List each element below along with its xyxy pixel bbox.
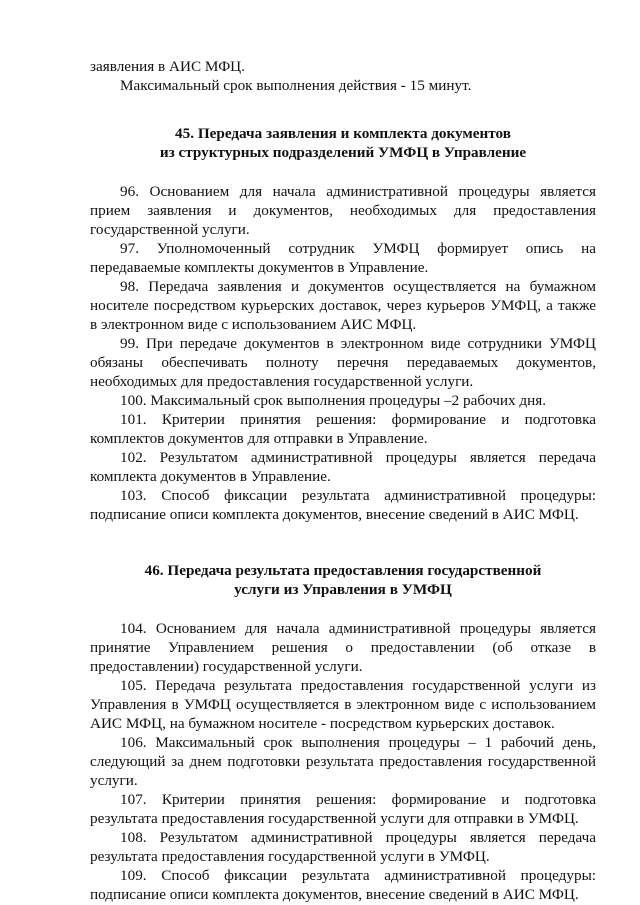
spacer <box>90 599 596 619</box>
paragraph-108: 108. Результатом административной процедуры является передача результата предоставления государственной услуги в УМФЦ. <box>90 829 596 865</box>
section-46-title-line2: услуги из Управления в УМФЦ <box>234 581 452 598</box>
paragraph-101: 101. Критерии принятия решения: формирование и подготовка комплектов документов для отправки в Управление. <box>90 411 596 447</box>
paragraph-109: 109. Способ фиксации результата административной процедуры: подписание описи комплекта документов, внесение сведений в АИС МФЦ. <box>90 867 596 903</box>
section-46-title-line1: 46. Передача результата предоставления государственной <box>144 562 542 579</box>
section-45-heading <box>90 124 596 162</box>
section-45-title-line2: из структурных подразделений УМФЦ в Управление <box>159 144 527 161</box>
paragraph-105: 105. Передача результата предоставления государственной услуги из Управления в УМФЦ осуществляется в электронном виде с использованием АИС МФЦ, на бумажном носителе - посредством курьерских доставок. <box>90 677 596 732</box>
section-46-body <box>90 619 596 904</box>
paragraph-99: 99. При передаче документов в электронном виде сотрудники УМФЦ обязаны обеспечивать полноту перечня передаваемых документов, необходимых для предоставления государственной услуги. <box>90 335 596 390</box>
paragraph-102: 102. Результатом административной процедуры является передача комплекта документов в Управление. <box>90 449 596 485</box>
paragraph-104: 104. Основанием для начала административной процедуры является принятие Управлением решения о предоставлении (об отказе в предоставлении) государственной услуги. <box>90 620 596 675</box>
spacer <box>90 95 596 124</box>
paragraph-100: 100. Максимальный срок выполнения процедуры –2 рабочих дня. <box>120 392 547 409</box>
paragraph-96: 96. Основанием для начала административной процедуры является прием заявления и документов, необходимых для предоставления государственной услуги. <box>90 183 596 238</box>
section-45-body <box>90 182 596 524</box>
paragraph-98: 98. Передача заявления и документов осуществляется на бумажном носителе посредством курьерских доставок, через курьеров УМФЦ, а также в электронном виде с использованием АИС МФЦ. <box>90 278 596 333</box>
spacer <box>90 162 596 182</box>
intro-continuation: заявления в АИС МФЦ. <box>90 58 245 75</box>
section-45-title-line1: 45. Передача заявления и комплекта документов <box>175 125 511 142</box>
paragraph-103: 103. Способ фиксации результата административной процедуры: подписание описи комплекта документов, внесение сведений в АИС МФЦ. <box>90 487 596 523</box>
intro-time-limit: Максимальный срок выполнения действия - 15 минут. <box>120 77 472 94</box>
paragraph-107: 107. Критерии принятия решения: формирование и подготовка результата предоставления государственной услуги для отправки в УМФЦ. <box>90 791 596 827</box>
document-page <box>90 57 596 904</box>
section-46-heading <box>90 561 596 599</box>
paragraph-106: 106. Максимальный срок выполнения процедуры – 1 рабочий день, следующий за днем подготовки результата предоставления государственной услуги. <box>90 734 596 789</box>
paragraph-97: 97. Уполномоченный сотрудник УМФЦ формирует опись на передаваемые комплекты документов в Управление. <box>90 240 596 276</box>
spacer <box>90 524 596 561</box>
